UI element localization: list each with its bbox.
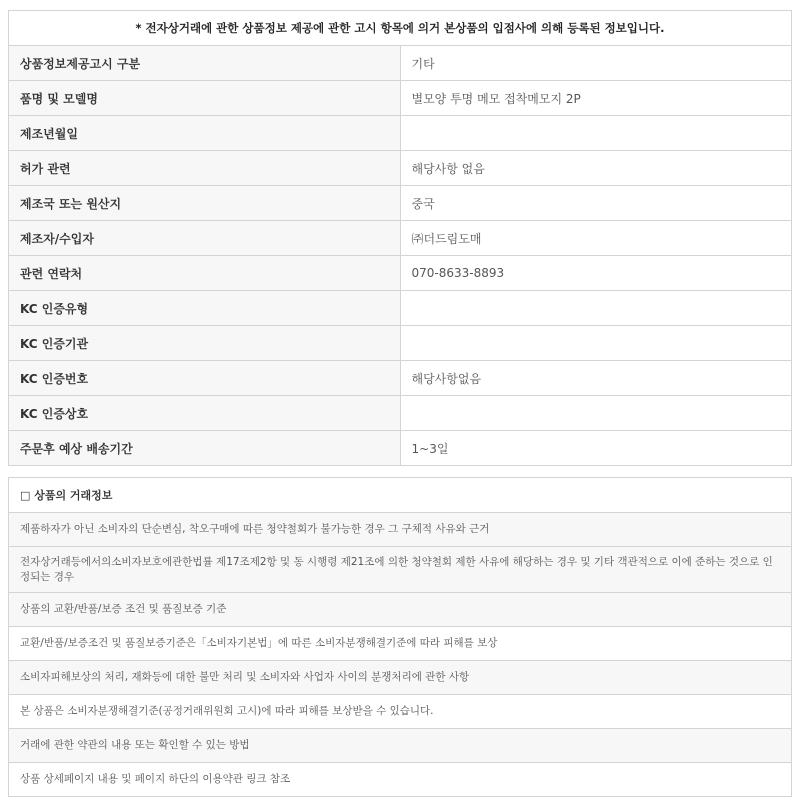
trade-info-title: □ 상품의 거래정보	[9, 478, 792, 513]
trade-answer-row	[9, 627, 792, 661]
notice-value	[400, 291, 792, 326]
trade-title-row	[9, 478, 792, 513]
trade-question: 상품의 교환/반품/보증 조건 및 품질보증 기준	[9, 593, 792, 627]
trade-question: 거래에 관한 약관의 내용 또는 확인할 수 있는 방법	[9, 729, 792, 763]
notice-row-origin	[9, 186, 792, 221]
notice-row-kc-company	[9, 396, 792, 431]
notice-caption: * 전자상거래에 관한 상품정보 제공에 관한 고시 항목에 의거 본상품의 입점사에 의해 등록된 정보입니다.	[9, 11, 792, 46]
notice-row-contact	[9, 256, 792, 291]
trade-question: 소비자피해보상의 처리, 재화등에 대한 불만 처리 및 소비자와 사업자 사이의 분쟁처리에 관한 사항	[9, 661, 792, 695]
trade-answer-row	[9, 695, 792, 729]
notice-value: 1~3일	[400, 431, 792, 466]
notice-value: ㈜더드림도매	[400, 221, 792, 256]
notice-row-permit	[9, 151, 792, 186]
trade-answer-row	[9, 547, 792, 593]
trade-question-row	[9, 593, 792, 627]
notice-label: 허가 관련	[9, 151, 401, 186]
trade-question: 제품하자가 아닌 소비자의 단순변심, 착오구매에 따른 청약철회가 불가능한 경우 그 구체적 사유와 근거	[9, 513, 792, 547]
trade-answer: 본 상품은 소비자분쟁해결기준(공정거래위원회 고시)에 따라 피해를 보상받을 수 있습니다.	[9, 695, 792, 729]
notice-value: 해당사항 없음	[400, 151, 792, 186]
notice-value: 해당사항없음	[400, 361, 792, 396]
notice-label: KC 인증기관	[9, 326, 401, 361]
notice-value: 기타	[400, 46, 792, 81]
trade-answer: 전자상거래등에서의소비자보호에관한법률 제17조제2항 및 동 시행령 제21조에 의한 청약철회 제한 사유에 해당하는 경우 및 기타 객관적으로 이에 준하는 것으로 인정되는 경우	[9, 547, 792, 593]
trade-question-row	[9, 513, 792, 547]
notice-label: 제조국 또는 원산지	[9, 186, 401, 221]
trade-answer: 교환/반품/보증조건 및 품질보증기준은「소비자기본법」에 따른 소비자분쟁해결기준에 따라 피해를 보상	[9, 627, 792, 661]
product-notice-table	[8, 10, 792, 466]
notice-value: 별모양 투명 메모 접착메모지 2P	[400, 81, 792, 116]
notice-row-delivery	[9, 431, 792, 466]
notice-value	[400, 396, 792, 431]
notice-row-kc-type	[9, 291, 792, 326]
trade-question-row	[9, 661, 792, 695]
notice-label: KC 인증상호	[9, 396, 401, 431]
trade-question-row	[9, 729, 792, 763]
notice-label: 제조년월일	[9, 116, 401, 151]
notice-value	[400, 116, 792, 151]
notice-row-manufacture-date	[9, 116, 792, 151]
notice-label: 품명 및 모델명	[9, 81, 401, 116]
trade-info-table	[8, 477, 792, 797]
notice-label: 제조자/수입자	[9, 221, 401, 256]
notice-row-kc-number	[9, 361, 792, 396]
notice-label: KC 인증유형	[9, 291, 401, 326]
notice-row-model	[9, 81, 792, 116]
notice-value: 중국	[400, 186, 792, 221]
trade-answer: 상품 상세페이지 내용 및 페이지 하단의 이용약관 링크 참조	[9, 763, 792, 797]
notice-label: 주문후 예상 배송기간	[9, 431, 401, 466]
notice-value: 070-8633-8893	[400, 256, 792, 291]
notice-caption-row	[9, 11, 792, 46]
notice-label: KC 인증번호	[9, 361, 401, 396]
notice-value	[400, 326, 792, 361]
product-info-page	[8, 10, 792, 797]
notice-row-manufacturer	[9, 221, 792, 256]
notice-label: 상품정보제공고시 구분	[9, 46, 401, 81]
notice-row-kc-agency	[9, 326, 792, 361]
trade-answer-row	[9, 763, 792, 797]
notice-label: 관련 연락처	[9, 256, 401, 291]
notice-row-category	[9, 46, 792, 81]
